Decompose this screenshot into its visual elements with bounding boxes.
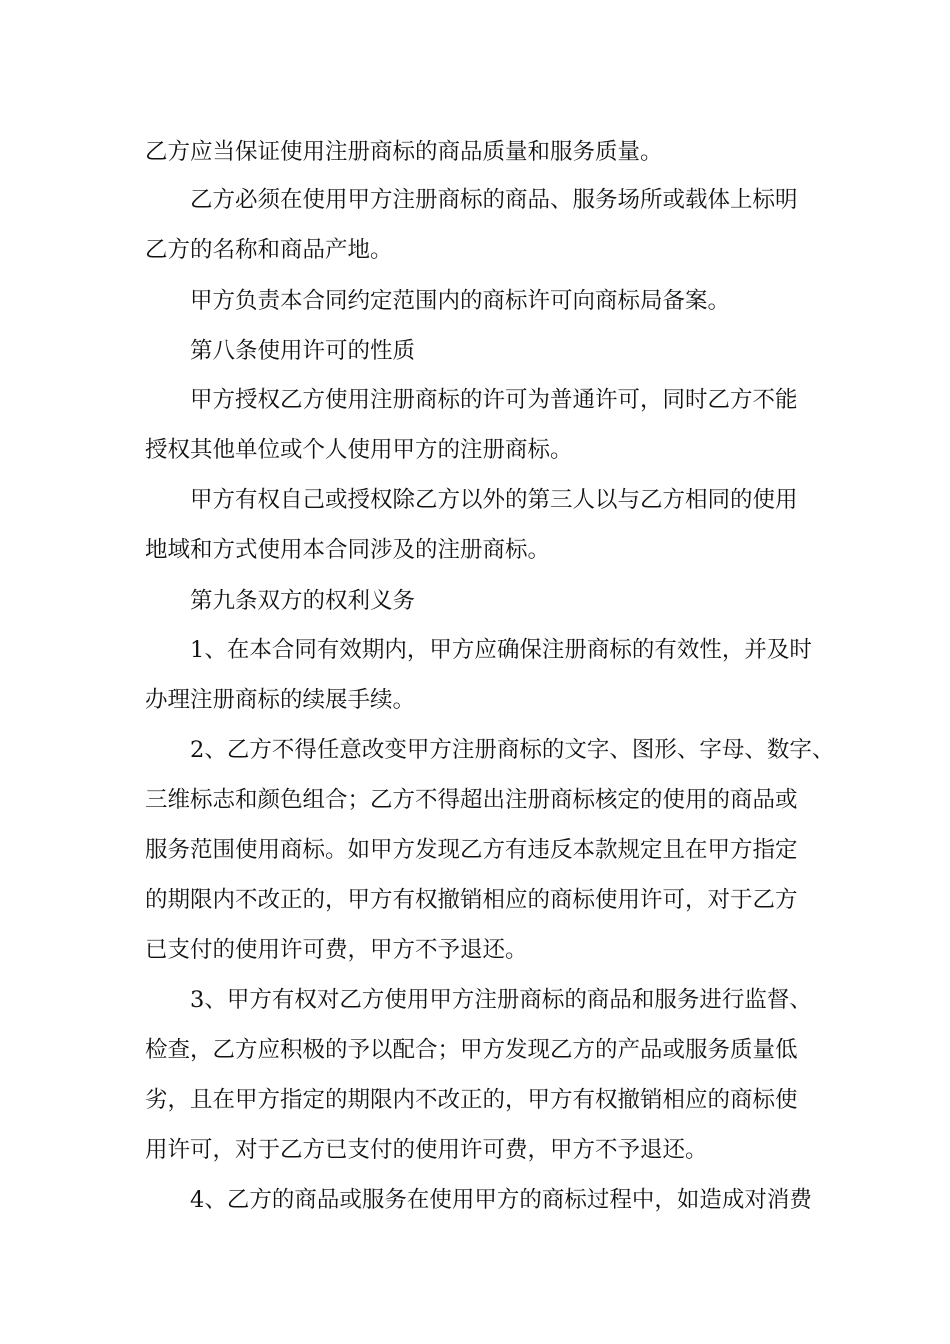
text-line: 授权其他单位或个人使用甲方的注册商标。 bbox=[145, 437, 573, 463]
text-line: 检查，乙方应积极的予以配合；甲方发现乙方的产品或服务质量低 bbox=[145, 1037, 798, 1063]
text-line: 劣，且在甲方指定的期限内不改正的，甲方有权撤销相应的商标使 bbox=[145, 1087, 798, 1113]
text-line: 服务范围使用商标。如甲方发现乙方有违反本款规定且在甲方指定 bbox=[145, 837, 798, 863]
text-line: 三维标志和颜色组合；乙方不得超出注册商标核定的使用的商品或 bbox=[145, 787, 798, 813]
article-heading: 第九条双方的权利义务 bbox=[190, 588, 416, 614]
paragraph-first-line: 4、乙方的商品或服务在使用甲方的商标过程中，如造成对消费 bbox=[190, 1187, 812, 1213]
text-line: 用许可，对于乙方已支付的使用许可费，甲方不予退还。 bbox=[145, 1137, 708, 1163]
paragraph-first-line: 甲方有权自己或授权除乙方以外的第三人以与乙方相同的使用 bbox=[190, 487, 798, 513]
paragraph-first-line: 甲方授权乙方使用注册商标的许可为普通许可，同时乙方不能 bbox=[190, 387, 798, 413]
paragraph-first-line: 2、乙方不得任意改变甲方注册商标的文字、图形、字母、数字、 bbox=[190, 737, 835, 763]
paragraph-first-line: 甲方负责本合同约定范围内的商标许可向商标局备案。 bbox=[190, 288, 731, 314]
text-line: 乙方的名称和商品产地。 bbox=[145, 237, 393, 263]
article-heading: 第八条使用许可的性质 bbox=[190, 338, 416, 364]
text-line: 的期限内不改正的，甲方有权撤销相应的商标使用许可，对于乙方 bbox=[145, 887, 798, 913]
text-line: 已支付的使用许可费，甲方不予退还。 bbox=[145, 937, 528, 963]
paragraph-first-line: 3、甲方有权对乙方使用甲方注册商标的商品和服务进行监督、 bbox=[190, 987, 812, 1013]
paragraph-first-line: 1、在本合同有效期内，甲方应确保注册商标的有效性，并及时 bbox=[190, 637, 812, 663]
paragraph-first-line: 乙方必须在使用甲方注册商标的商品、服务场所或载体上标明 bbox=[190, 187, 798, 213]
text-line: 办理注册商标的续展手续。 bbox=[145, 687, 416, 713]
text-line: 乙方应当保证使用注册商标的商品质量和服务质量。 bbox=[145, 139, 663, 165]
text-line: 地域和方式使用本合同涉及的注册商标。 bbox=[145, 537, 551, 563]
